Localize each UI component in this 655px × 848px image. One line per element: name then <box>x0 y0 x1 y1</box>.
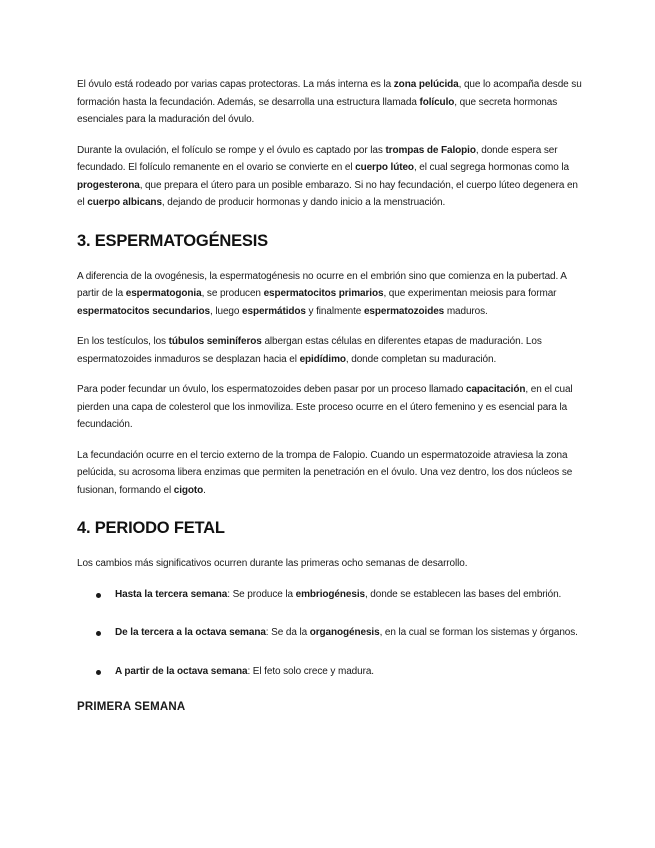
text: La fecundación ocurre en el tercio externo de la trompa de Falopio. Cuando un espermatozoide atraviesa la zona pelúcida, su acrosoma libera enzimas que permiten la penetración en el óvulo. Una vez dentro, los dos núcleos se fusionan, formando el <box>77 449 573 496</box>
text: y finalmente <box>305 305 364 317</box>
text: , que experimentan meiosis para formar <box>383 288 557 299</box>
text: Para poder fecundar un óvulo, los espermatozoides deben pasar por un proceso llamado <box>77 384 466 395</box>
bold-term: folículo <box>419 96 455 108</box>
text: , se producen <box>201 288 264 299</box>
document-body <box>77 76 582 713</box>
text: , donde se establecen las bases del embrión. <box>364 588 562 600</box>
paragraph-espermatogenesis <box>77 268 582 321</box>
bold-term: espermatocitos secundarios <box>77 305 211 317</box>
bullet-icon <box>96 631 101 636</box>
text: Durante la ovulación, el folículo se rompe y el óvulo es captado por las <box>77 144 386 156</box>
text: , el cual segrega hormonas como la <box>413 162 569 173</box>
bold-term: espermatozoides <box>363 305 445 317</box>
text: , luego <box>210 305 243 317</box>
bold-term: organogénesis <box>309 627 380 638</box>
bold-term: epidídimo <box>299 353 346 365</box>
bold-term: trompas de Falopio <box>385 144 476 156</box>
text: albergan estas células en diferentes etapas de maduración. Los espermatozoides inmaduros se desplazan hacia el <box>77 336 542 365</box>
bold-term: cuerpo albicans <box>87 197 162 208</box>
bold-term: espermatocitos primarios <box>263 288 384 299</box>
bold-term: túbulos seminíferos <box>168 336 262 347</box>
paragraph-zona-pelucida <box>77 76 582 129</box>
bold-term: espermátidos <box>242 305 306 317</box>
bold-term: zona pelúcida <box>393 79 459 90</box>
heading-espermatogenesis: 3. ESPERMATOGÉNESIS <box>77 231 268 250</box>
bold-term: embriogénesis <box>295 588 365 600</box>
bullet-list <box>77 586 582 681</box>
text: , que lo acompaña desde su formación hasta la fecundación. Además, se desarrolla una estructura llamada <box>77 79 582 108</box>
text: , en la cual se forman los sistemas y órganos. <box>379 627 578 638</box>
text: , donde completan su maduración. <box>345 353 497 365</box>
text: : El feto solo crece y madura. <box>247 665 374 677</box>
text: , en el cual pierden una capa de colesterol que los inmoviliza. Este proceso ocurre en el útero femenino y es esencial para la fecundación. <box>77 384 573 430</box>
bold-term: capacitación <box>465 384 526 395</box>
text: El óvulo está rodeado por varias capas protectoras. La más interna es la <box>77 79 394 90</box>
text: , dejando de producir hormonas y dando inicio a la menstruación. <box>161 197 446 208</box>
text: : Se da la <box>265 627 310 638</box>
bold-term: cuerpo lúteo <box>355 162 414 173</box>
text: maduros. <box>444 305 488 317</box>
paragraph-cambios: Los cambios más significativos ocurren durante las primeras ocho semanas de desarrollo. <box>77 558 468 569</box>
text: . <box>203 484 206 496</box>
bold-label: A partir de la octava semana <box>115 665 248 677</box>
paragraph-capacitacion <box>77 381 582 434</box>
text: : Se produce la <box>227 588 296 600</box>
bold-term: progesterona <box>77 179 140 191</box>
paragraph-testiculos <box>77 333 582 368</box>
list-item <box>77 663 582 681</box>
list-item <box>77 624 582 642</box>
bullet-icon <box>96 593 101 598</box>
list-item <box>77 586 582 604</box>
paragraph-ovulacion <box>77 142 582 212</box>
text: , que secreta hormonas esenciales para la maduración del óvulo. <box>77 96 558 125</box>
bold-term: espermatogonia <box>125 288 202 299</box>
bold-label: Hasta la tercera semana <box>115 588 228 600</box>
text: En los testículos, los <box>77 336 169 347</box>
bold-label: De la tercera a la octava semana <box>115 627 266 638</box>
heading-periodo-fetal: 4. PERIODO FETAL <box>77 519 225 537</box>
text: A diferencia de la ovogénesis, la espermatogénesis no ocurre en el embrión sino que comienza en la pubertad. A partir de la <box>77 270 567 299</box>
bold-term: cigoto <box>173 484 204 496</box>
bullet-icon <box>96 670 101 675</box>
subheading-primera-semana: PRIMERA SEMANA <box>77 701 186 713</box>
paragraph-fecundacion <box>77 447 582 500</box>
text: , que prepara el útero para un posible embarazo. Si no hay fecundación, el cuerpo lúteo degenera en el <box>77 179 578 208</box>
text: , donde espera ser fecundado. El folículo remanente en el ovario se convierte en el <box>77 144 558 173</box>
